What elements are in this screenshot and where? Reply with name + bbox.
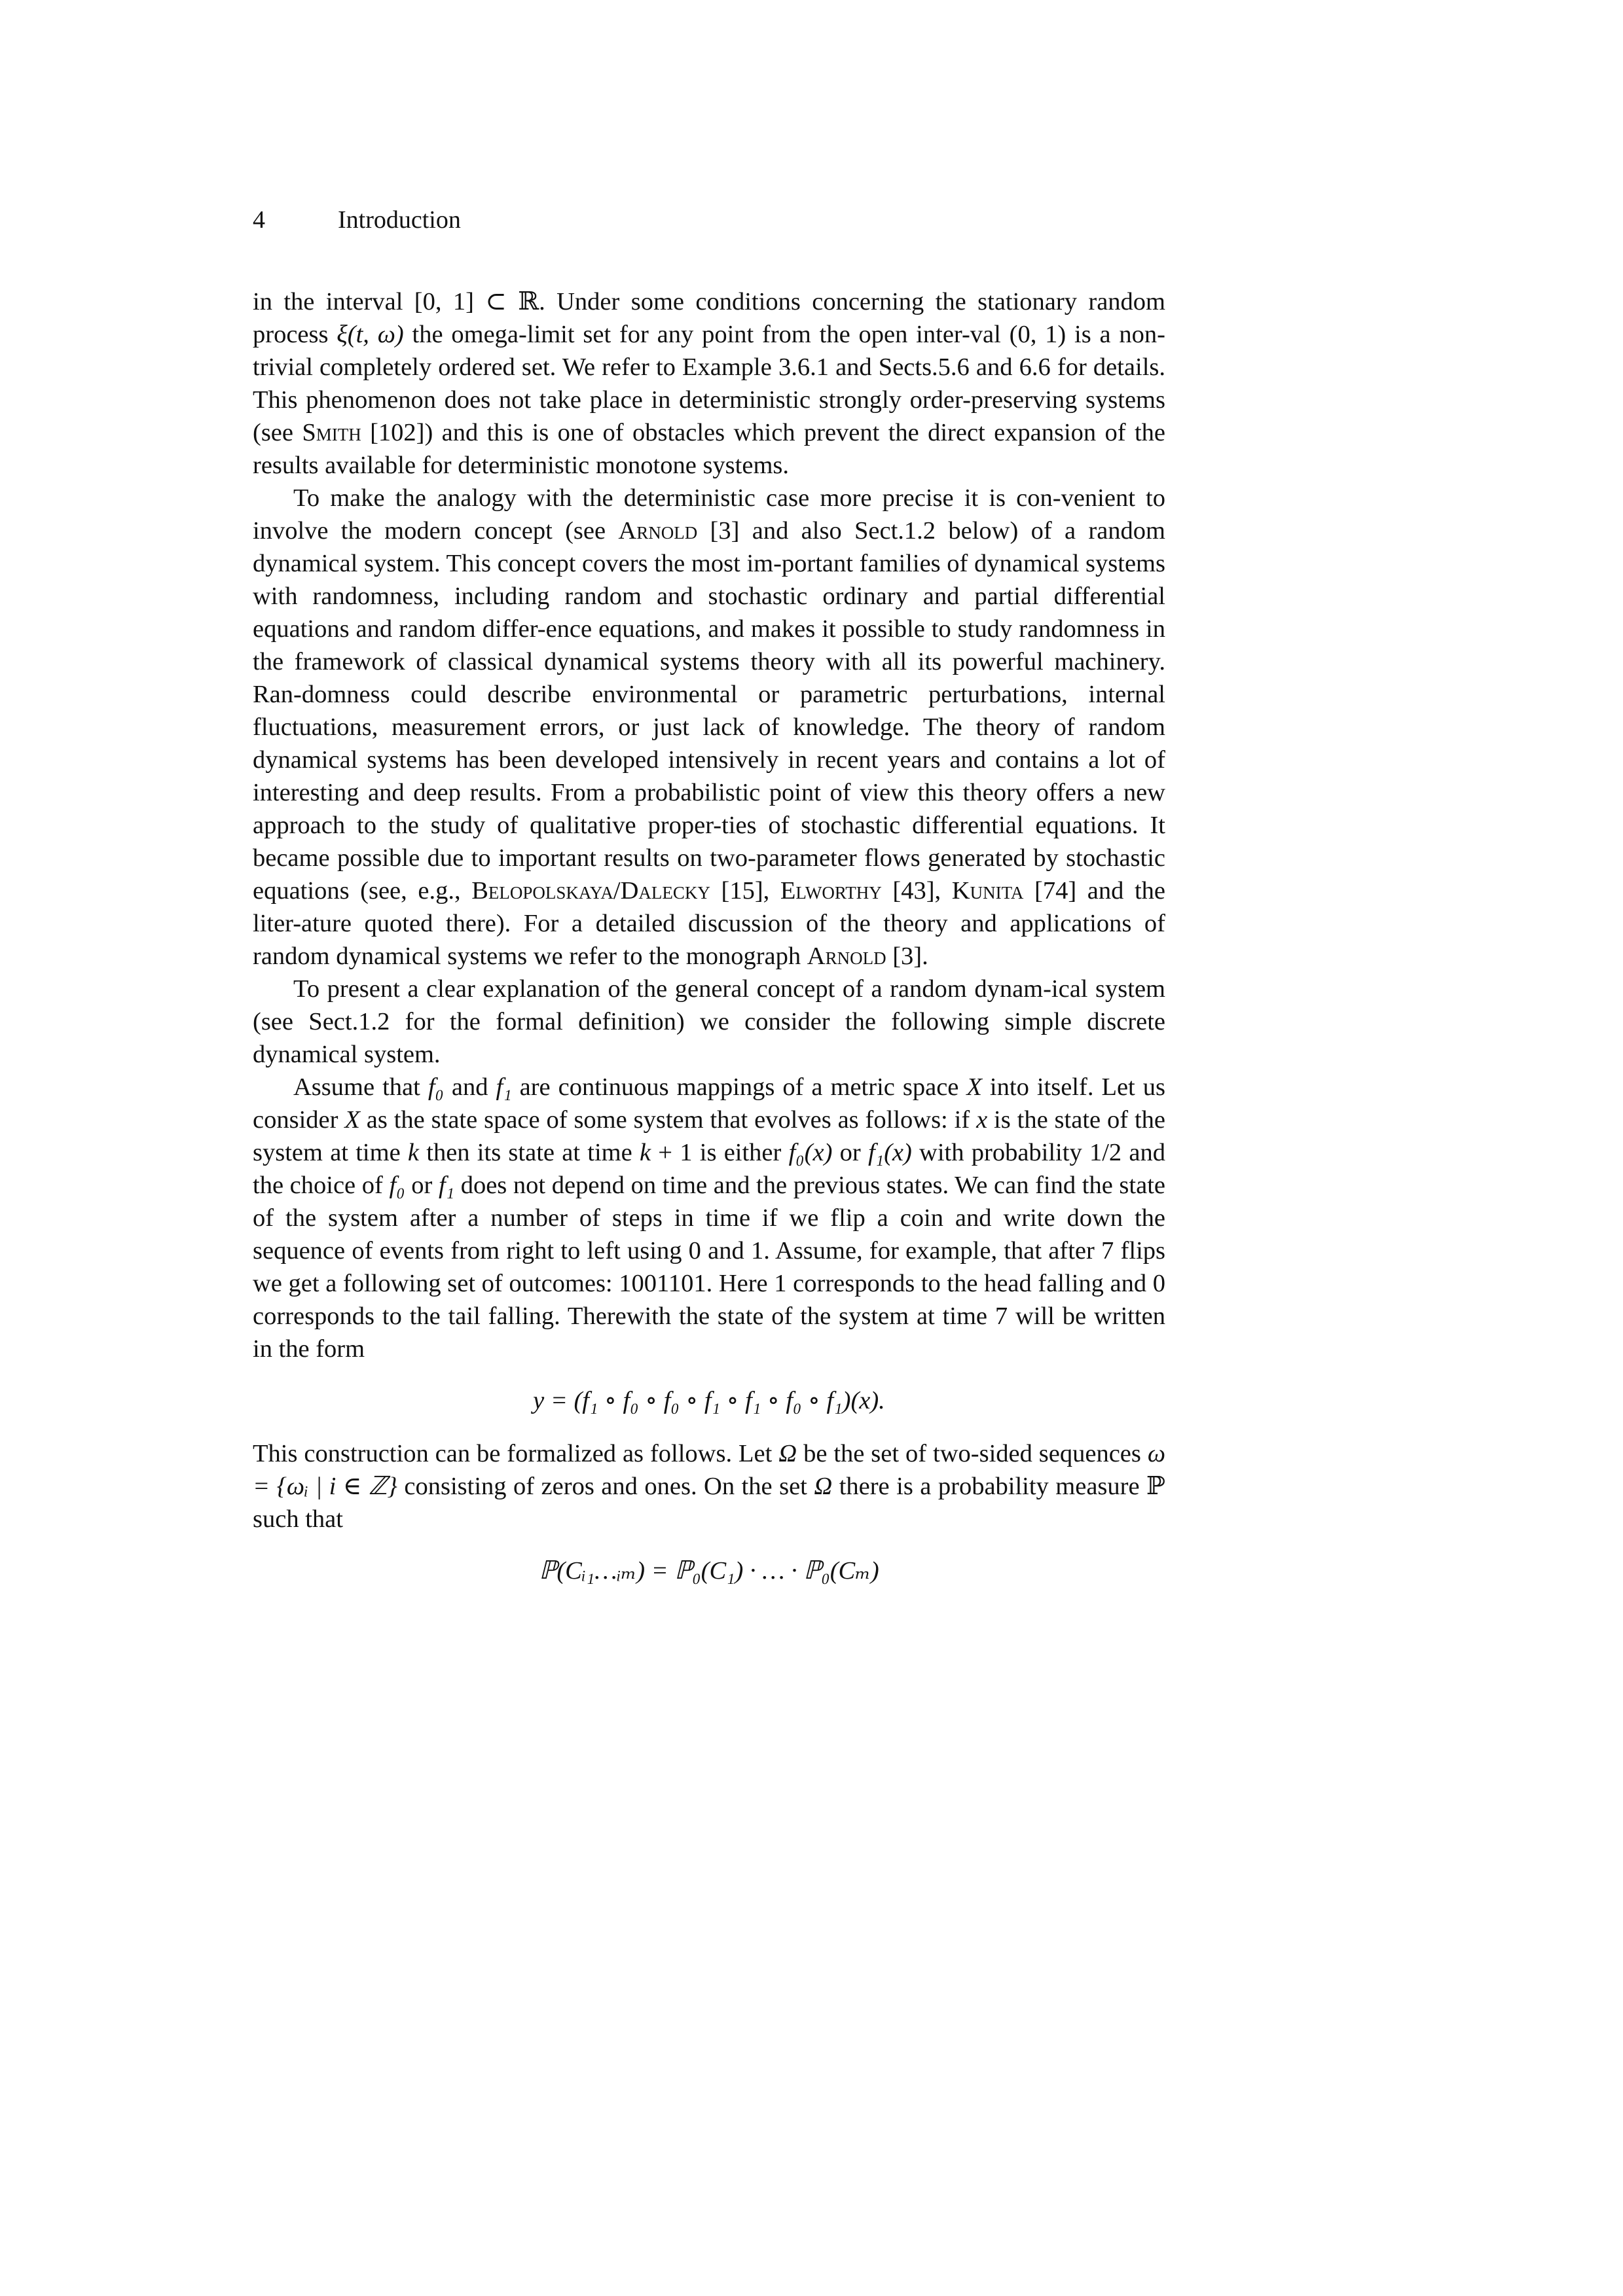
inline-math: X <box>344 1106 360 1134</box>
paragraph <box>253 973 1165 1071</box>
text-run: Assume that <box>293 1073 428 1101</box>
text-run: with probability 1/2 and the choice of <box>253 1139 1165 1199</box>
page-number: 4 <box>253 206 265 234</box>
text-run: [74] and the liter-ature quoted there). For a detailed discussion of the theory and applications of random dynamical systems we refer to the monograph <box>253 877 1165 970</box>
text-run: the omega-limit set for any point from the open inter-val (0, 1) is a non-trivial completely ordered set. We refer to Example 3.6.1 and Sects.5.6 and 6.6 for details. This phenomenon does not take place in deterministic strongly order-preserving systems (see <box>253 321 1165 446</box>
text-run: or <box>832 1139 868 1166</box>
text-run: [15], <box>710 877 780 905</box>
running-title: Introduction <box>338 206 461 234</box>
inline-math: f₁ <box>496 1073 512 1101</box>
inline-math: Ω <box>778 1440 797 1467</box>
paragraph <box>253 285 1165 482</box>
text-run: [3]. <box>886 942 928 970</box>
inline-math: f₀(x) <box>788 1139 833 1166</box>
text-run: and <box>443 1073 496 1101</box>
text-run: This construction can be formalized as follows. Let <box>253 1440 779 1467</box>
text-run: there is a probability measure ℙ such that <box>253 1473 1165 1533</box>
inline-math: f₁ <box>438 1172 455 1199</box>
text-run: does not depend on time and the previous states. We can find the state of the system after a number of steps in time if we flip a coin and write down the sequence of events from right to left using 0 and 1. Assume, for example, that after 7 flips we get a following set of outcomes: 1001101. Here 1 corresponds to the head falling and 0 corresponds to the tail falling. Therewith the state of the system at time 7 will be written in the form <box>253 1172 1165 1363</box>
equation-composition: y = (f₁ ∘ f₀ ∘ f₀ ∘ f₁ ∘ f₁ ∘ f₀ ∘ f₁)(x). <box>533 1387 885 1414</box>
paragraph-after-equation <box>253 1437 1165 1535</box>
inline-math: f₀ <box>389 1172 405 1199</box>
text-run: as the state space of some system that evolves as follows: if <box>359 1106 977 1134</box>
text-run: are continuous mappings of a metric space <box>511 1073 967 1101</box>
text-run: [102]) and this is one of obstacles which prevent the direct expansion of the results available for deterministic monotone systems. <box>253 419 1165 479</box>
inline-math: x <box>976 1106 988 1134</box>
text-run: consisting of zeros and ones. On the set <box>397 1473 814 1500</box>
running-header <box>253 204 461 236</box>
text-run: [43], <box>881 877 952 905</box>
author-name: Belopolskaya/Dalecky <box>471 877 710 905</box>
author-name: Arnold <box>807 942 886 970</box>
text-run: To present a clear explanation of the general concept of a random dynam-ical system (see Sect.1.2 for the formal definition) we consider the following simple discrete dynamical system. <box>253 975 1165 1068</box>
text-run: then its state at time <box>419 1139 640 1166</box>
author-name: Kunita <box>951 877 1024 905</box>
paragraph <box>253 482 1165 973</box>
paragraph <box>253 1071 1165 1365</box>
body-text <box>253 285 1165 1607</box>
inline-math: k <box>639 1139 651 1166</box>
text-run: To make the analogy with the deterministic case more precise it is con-venient to involve the modern concept (see <box>253 484 1165 545</box>
inline-math: f₀ <box>428 1073 444 1101</box>
text-run: be the set of two-sided sequences <box>797 1440 1148 1467</box>
text-run: in the interval [0, 1] ⊂ ℝ. Under some conditions concerning the stationary random process <box>253 288 1165 348</box>
equation-probability-measure: ℙ(Cᵢ₁…ᵢₘ) = ℙ₀(C₁) · … · ℙ₀(Cₘ) <box>539 1557 879 1585</box>
author-name: Elworthy <box>780 877 882 905</box>
text-run: into itself. Let us consider <box>253 1073 1165 1134</box>
author-name: Smith <box>302 419 361 446</box>
text-run: [3] and also Sect.1.2 below) of a random dynamical system. This concept covers the most im-portant families of dynamical systems with randomness, including random and stochastic ordinary and partial differential equations and random differ-ence equations, and makes it possible to study randomness in the framework of classical dynamical systems theory with all its powerful machinery. Ran-domness could describe environmental or parametric perturbations, internal fluctuations, measurement errors, or just lack of knowledge. The theory of random dynamical systems has been developed intensively in recent years and contains a lot of interesting and deep results. From a probabilistic point of view this theory offers a new approach to the study of qualitative proper-ties of stochastic differential equations. It became possible due to important results on two-parameter flows generated by stochastic equations (see, e.g., <box>253 517 1165 905</box>
inline-math: ξ(t, ω) <box>337 321 404 348</box>
inline-math: f₁(x) <box>867 1139 912 1166</box>
text-run: or <box>405 1172 439 1199</box>
inline-math: ω = {ωᵢ | i ∈ ℤ} <box>253 1440 1165 1500</box>
author-name: Arnold <box>618 517 698 545</box>
inline-math: k <box>407 1139 420 1166</box>
inline-math: Ω <box>814 1473 833 1500</box>
inline-math: X <box>966 1073 982 1101</box>
text-run: + 1 is either <box>651 1139 789 1166</box>
text-run: is the state of the system at time <box>253 1106 1166 1166</box>
